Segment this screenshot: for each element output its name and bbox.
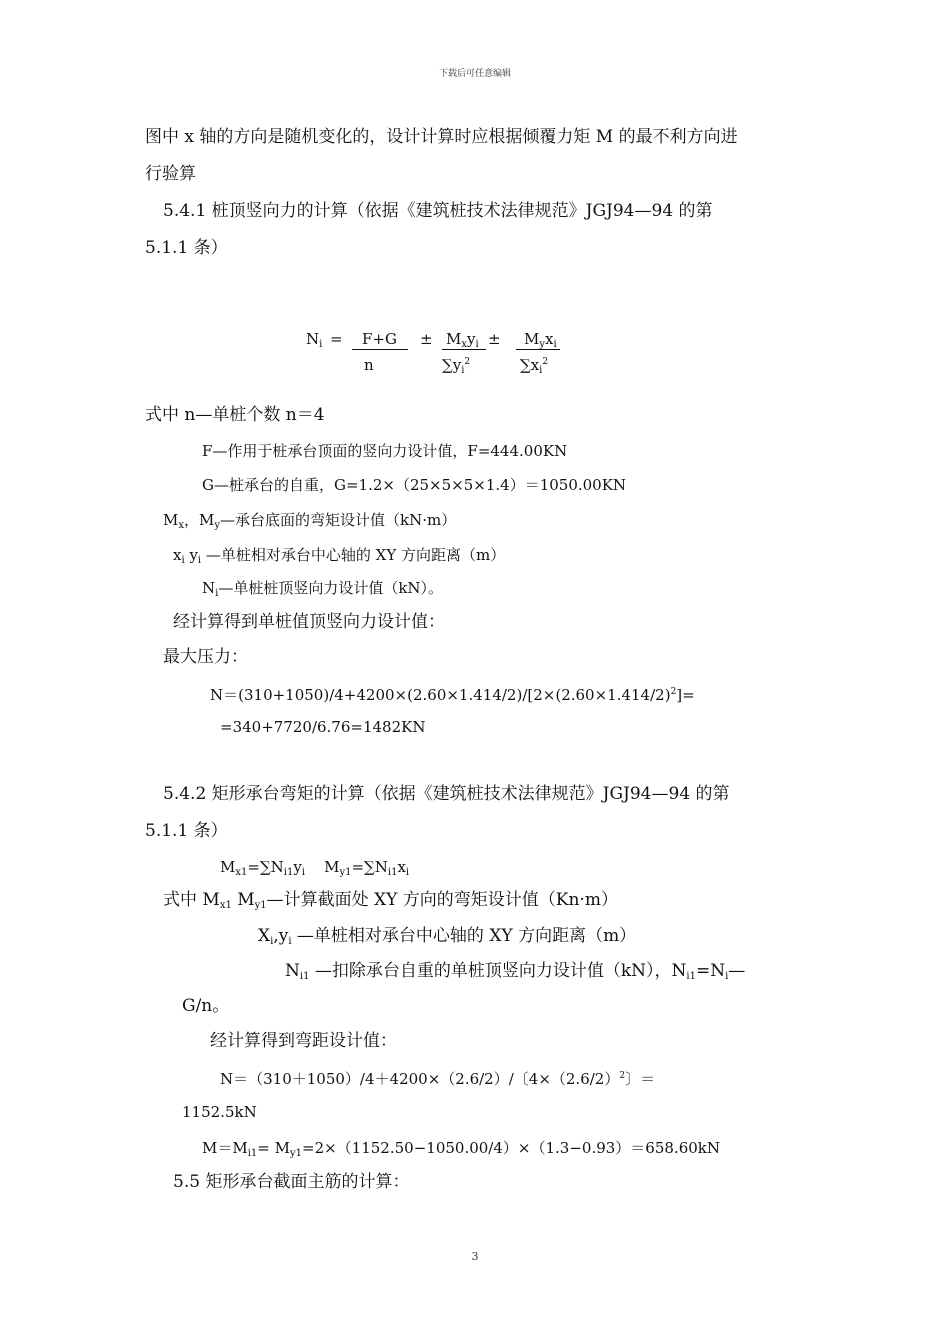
plus-minus-sign: ±: [420, 330, 433, 348]
section-heading-5-4-2-cont: 5.1.1 条）: [145, 821, 228, 841]
definition-n: 式中 n—单桩个数 n＝4: [145, 405, 325, 425]
formula-equals: =: [330, 330, 343, 348]
definition-mx-my: $M_x$，$M_y—$承台底面的弯矩设计值（kN·m）: [163, 511, 457, 531]
definition-ni: $N_i—$单桩桩顶竖向力设计值（kN）。: [202, 579, 444, 599]
definition-ni1-cont: G/n。: [182, 996, 230, 1016]
definition-f: F—作用于桩承台顶面的竖向力设计值，F=444.00KN: [202, 442, 568, 460]
definition-mx1-my1: 式中 $M_{x1}$ $M_{y1}—$计算截面处 XY 方向的弯矩设计值（Kn·m）: [163, 890, 618, 911]
max-pressure-label: 最大压力：: [163, 647, 248, 667]
fraction-bar: [516, 349, 560, 350]
calc-line: N＝（310＋1050）/4＋4200×（2.6/2）/〔$4\times(2.6/2)^2$〕＝: [220, 1070, 656, 1088]
section-heading-5-4-2: 5.4.2 矩形承台弯矩的计算（依据《建筑桩技术法律规范》JGJ94—94 的第: [163, 784, 730, 804]
definition-g: G—桩承台的自重，G=1.2×（25×5×5×1.4）＝1050.00KN: [202, 476, 627, 494]
formula-lhs: $N_i$: [306, 330, 323, 350]
calc-line: $N=(310+1050)/4+4200\times(2.60\times 1.414/2)/[2\times(2.60\times 1.414/2)^2]=$: [210, 686, 695, 704]
section-heading-5-4-1-cont: 5.1.1 条）: [145, 238, 228, 258]
section-heading-5-5: 5.5 矩形承台截面主筋的计算：: [173, 1172, 410, 1192]
paragraph-line: 图中 x 轴的方向是随机变化的，设计计算时应根据倾覆力矩 M 的最不利方向进: [145, 127, 738, 147]
term2-numerator: $M_xy_i$: [446, 330, 479, 350]
fraction-bar: [442, 349, 486, 350]
moment-result: $M=M_{i1}= M_{y1}=2\times(1152.50-1050.00/4)\times(1.3-0.93)=658.60kN$: [202, 1139, 720, 1159]
calc-result: 1152.5kN: [182, 1103, 257, 1121]
paragraph-line: 经计算得到弯距设计值：: [210, 1031, 397, 1051]
moment-formula: $M_{x1}=\sum N_{i1}y_i$ $M_{y1}=\sum N_{i1}x_i$: [220, 858, 410, 878]
paragraph-line: 行验算: [145, 164, 196, 184]
paragraph-line: 经计算得到单桩值顶竖向力设计值：: [173, 612, 445, 632]
calc-result: =340+7720/6.76=1482KN: [220, 718, 426, 736]
definition-xi-yi: $x_i$ $y_i$ —单桩相对承台中心轴的 XY 方向距离（m）: [173, 546, 506, 566]
pile-force-formula: [300, 322, 620, 382]
term1-numerator: F+G: [362, 330, 397, 348]
term3-numerator: $M_yx_i$: [524, 330, 557, 350]
term2-denominator: $\sum y_i^2$: [442, 356, 471, 376]
page-number: 3: [471, 1250, 479, 1263]
term1-denominator: n: [364, 356, 374, 374]
term3-denominator: $\sum x_i^2$: [520, 356, 549, 376]
plus-minus-sign: ±: [488, 330, 501, 348]
definition-xi-yi-2: $X_i,y_i$ —单桩相对承台中心轴的 XY 方向距离（m）: [258, 926, 637, 947]
page-header-note: 下载后可任意编辑: [438, 69, 511, 79]
fraction-bar: [352, 349, 408, 350]
section-heading-5-4-1: 5.4.1 桩顶竖向力的计算（依据《建筑桩技术法律规范》JGJ94—94 的第: [163, 201, 713, 221]
definition-ni1: $N_{i1}$ —扣除承台自重的单桩顶竖向力设计值（kN），$N_{i1}=N_i—$: [285, 961, 746, 982]
